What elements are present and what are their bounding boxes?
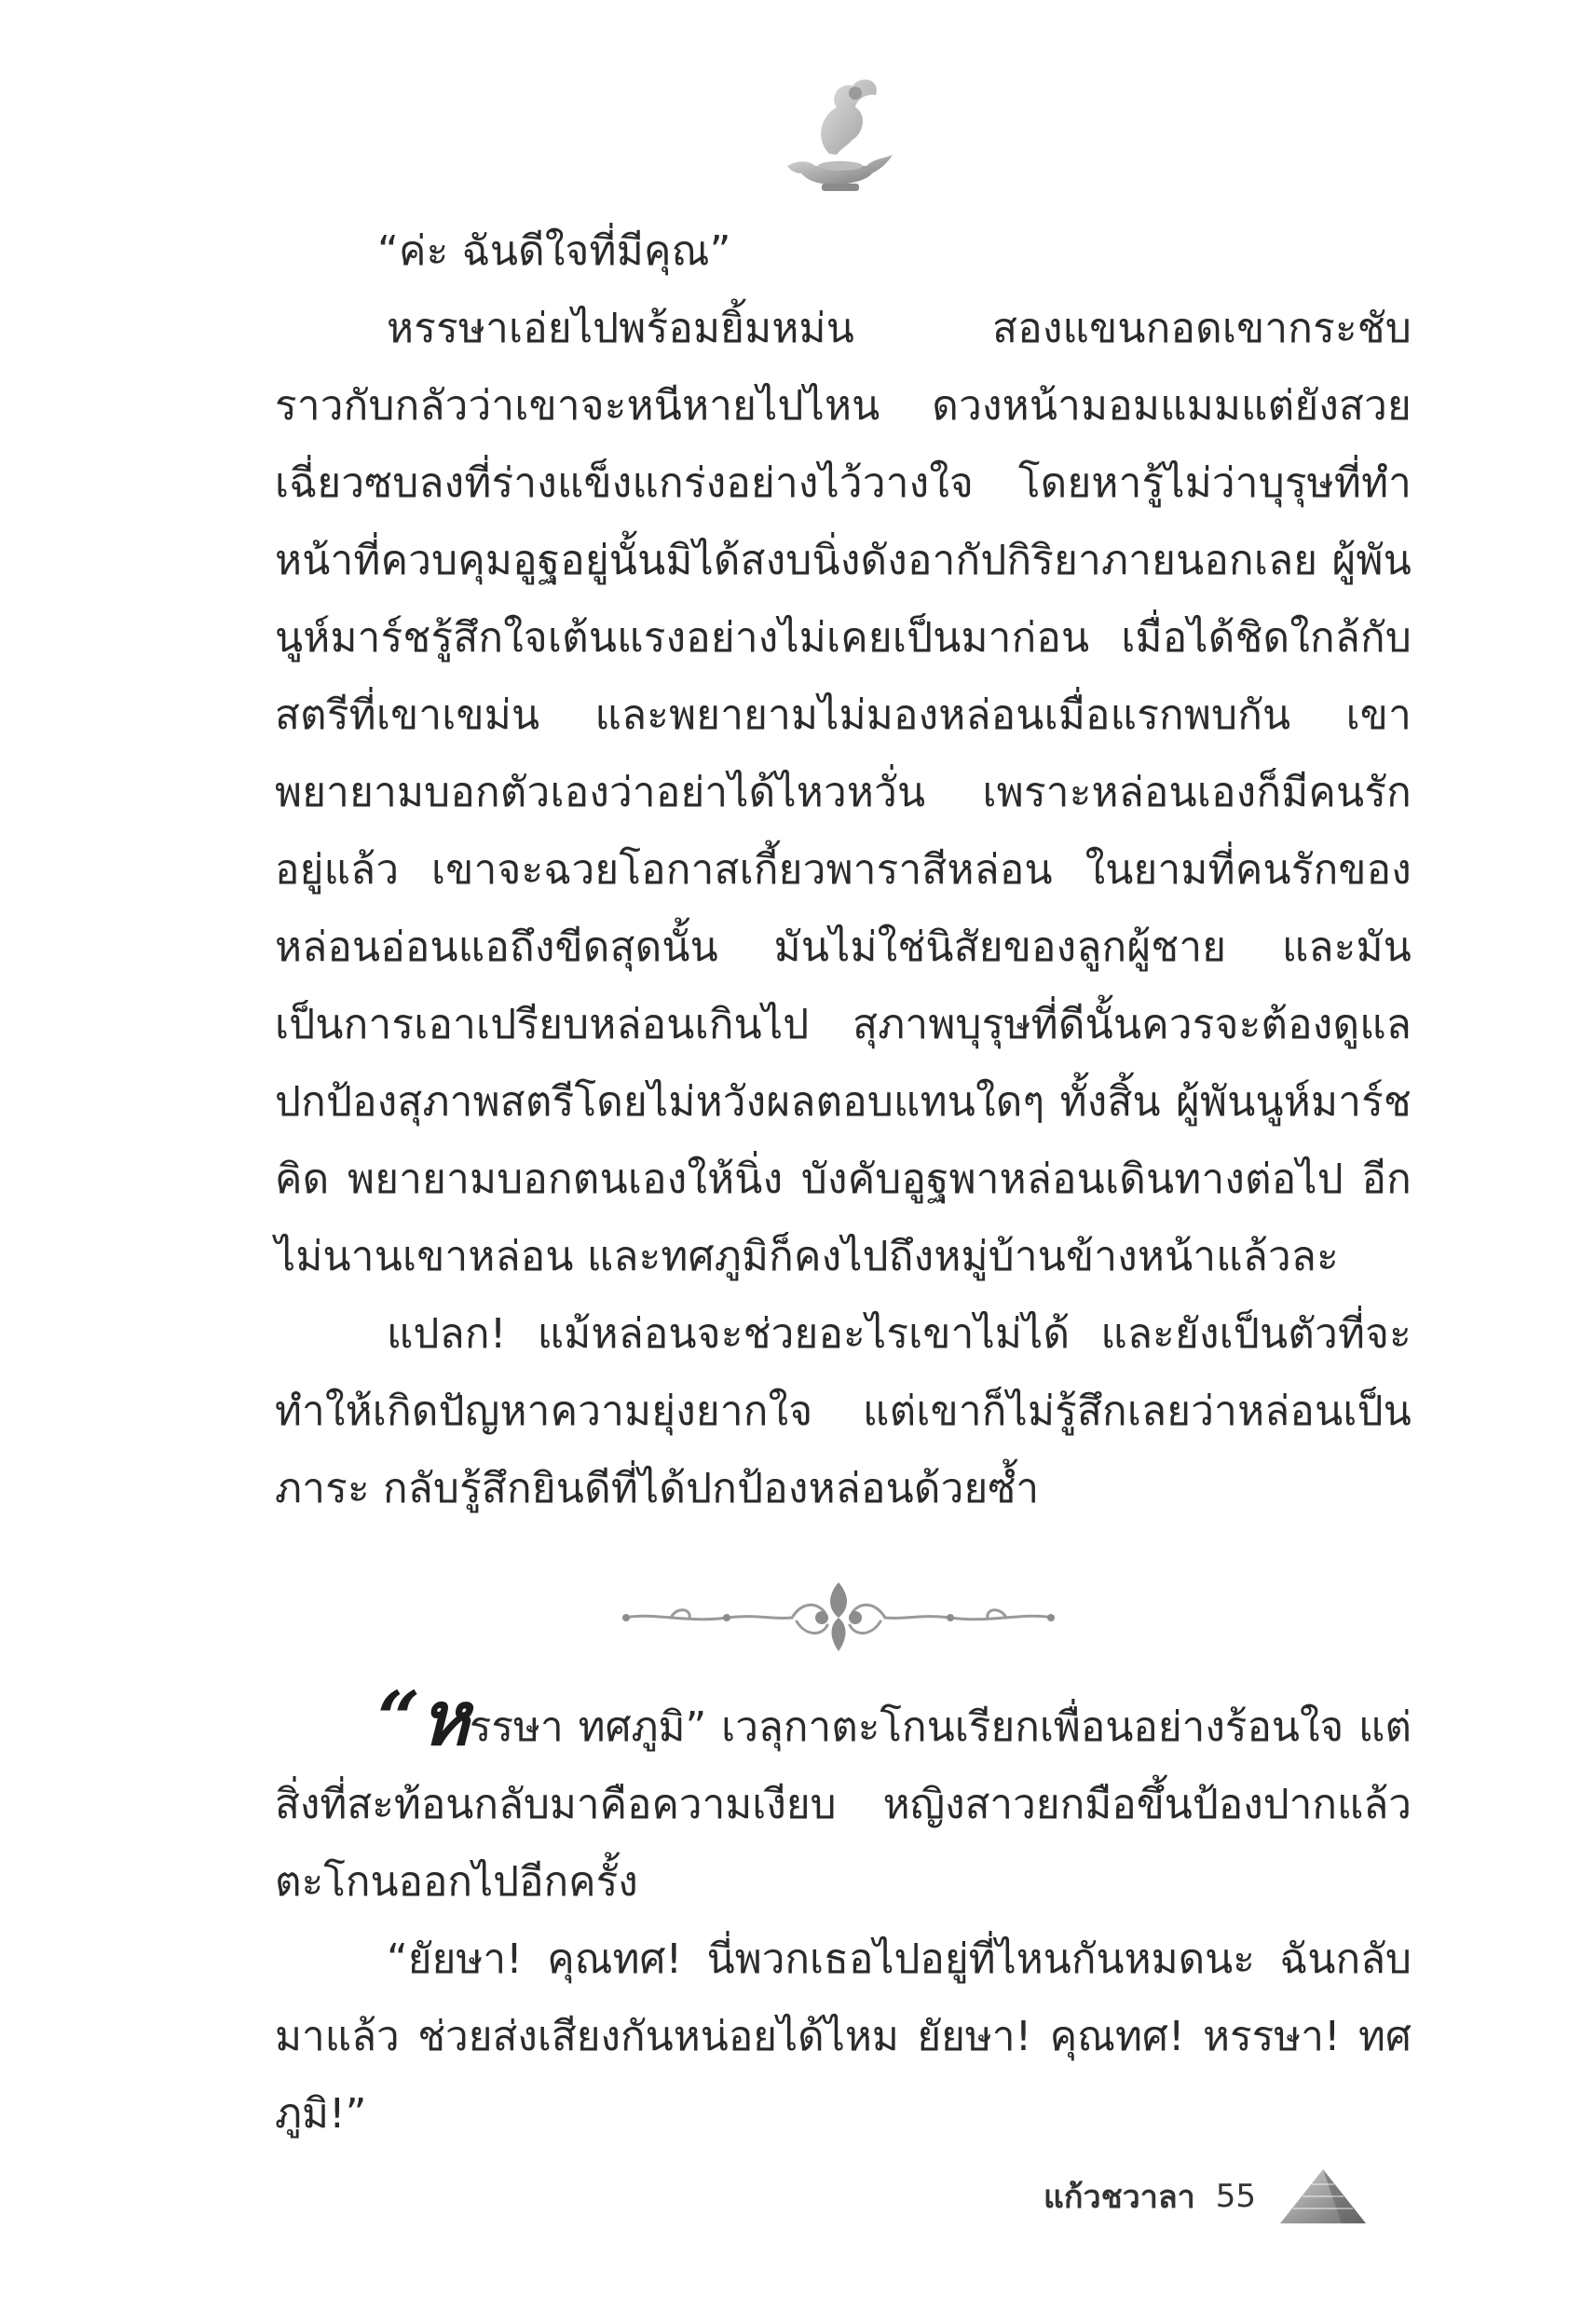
narrative-paragraph: หรรษาเอ่ยไปพร้อมยิ้มหม่น สองแขนกอดเขากระชับ ราวกับกลัวว่าเขาจะหนีหายไปไหน ดวงหน้ามอมแมมแต่ยังสวยเฉี่ยวซบลงที่ร่างแข็งแกร่งอย่างไว้วางใจ โดยหารู้ไม่ว่าบุรุษที่ทำหน้าที่ควบคุมอูฐอยู่นั้นมิได้สงบนิ่งดังอากัปกิริยาภายนอกเลย ผู้พันนูห์มาร์ชรู้สึกใจเต้นแรงอย่างไม่เคยเป็นมาก่อน เมื่อได้ชิดใกล้กับสตรีที่เขาเขม่น และพยายามไม่มองหล่อนเมื่อแรกพบกัน เขาพยายามบอกตัวเองว่าอย่าได้ไหวหวั่น เพราะหล่อนเองก็มีคนรักอยู่แล้ว เขาจะฉวยโอกาสเกี้ยวพาราสีหล่อน ในยามที่คนรักของหล่อนอ่อนแอถึงขีดสุดนั้น มันไม่ใช่นิสัยของลูกผู้ชาย และมันเป็นการเอาเปรียบหล่อนเกินไป สุภาพบุรุษที่ดีนั้นควรจะต้องดูแลปกป้องสุภาพสตรีโดยไม่หวังผลตอบแทนใดๆ ทั้งสิ้น ผู้พันนูห์มาร์ชคิด พยายามบอกตนเองให้นิ่ง บังคับอูฐพาหล่อนเดินทางต่อไป อีกไม่นานเขาหล่อน และทศภูมิก็คงไปถึงหมู่บ้านข้างหน้าแล้วละ <box>275 305 1412 1280</box>
section-1-text <box>275 212 1412 1527</box>
drop-cap-letter: ห <box>420 1675 470 1762</box>
narrative-paragraph: แปลก! แม้หล่อนจะช่วยอะไรเขาไม่ได้ และยังเป็นตัวที่จะทำให้เกิดปัญหาความยุ่งยากใจ แต่เขาก็ไม่รู้สึกเลยว่าหล่อนเป็นภาระ กลับรู้สึกยินดีที่ได้ปกป้องหล่อนด้วยซ้ำ <box>275 1310 1412 1512</box>
drop-cap-quote: “ <box>377 1675 421 1762</box>
book-title: แก้วชวาลา <box>1044 2179 1195 2216</box>
dialogue-paragraph: “ยัยษา! คุณทศ! นี่พวกเธอไปอยู่ที่ไหนกันหมดนะ ฉันกลับมาแล้ว ช่วยส่งเสียงกันหน่อยได้ไหม ยัยษา! คุณทศ! หรรษา! ทศภูมิ!” <box>275 1935 1412 2138</box>
pyramid-icon <box>1276 2166 1370 2227</box>
opening-paragraph <box>275 1675 1412 1921</box>
ornamental-divider-icon <box>615 1575 1062 1659</box>
section-2-text <box>275 1675 1412 2153</box>
dialogue-paragraph: “ค่ะ ฉันดีใจที่มีคุณ” <box>377 227 731 275</box>
opening-paragraph-text: รรษา ทศภูมิ” เวลุกาตะโกนเรียกเพื่อนอย่างร้อนใจ แต่สิ่งที่สะท้อนกลับมาคือความเงียบ หญิงสาวยกมือขึ้นป้องปากแล้วตะโกนออกไปอีกครั้ง <box>275 1703 1412 1906</box>
page-number: 55 <box>1215 2178 1257 2215</box>
genie-lamp-icon <box>764 65 904 205</box>
page-footer <box>1044 2164 1435 2229</box>
